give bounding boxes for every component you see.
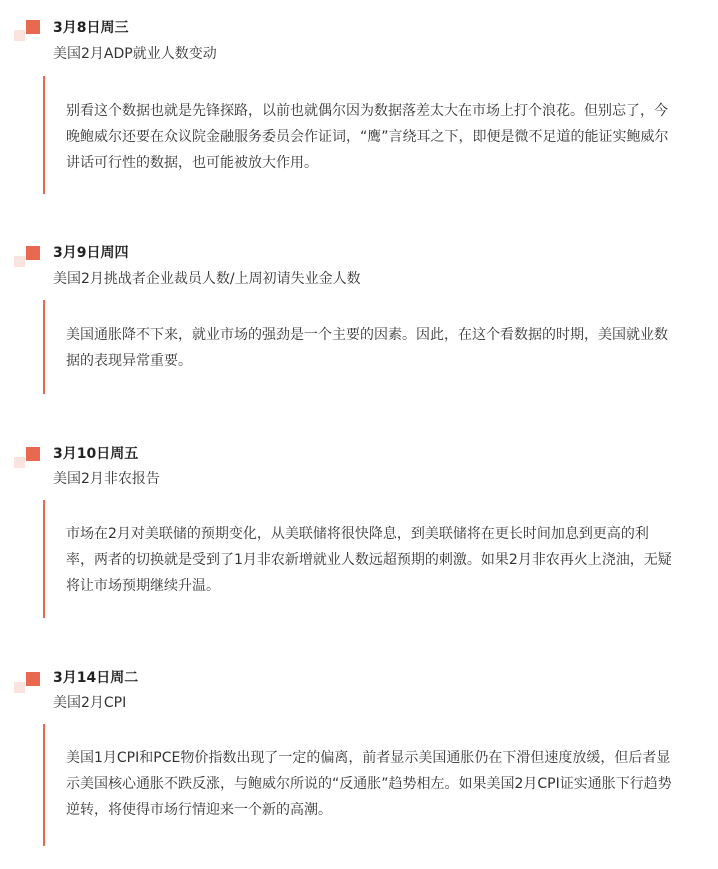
entry-date: 3月9日周四 xyxy=(53,245,129,261)
entry-date: 3月8日周三 xyxy=(53,20,129,36)
timeline-marker-icon xyxy=(14,246,40,272)
entry-date: 3月14日周二 xyxy=(53,670,139,686)
marker-square xyxy=(26,246,40,260)
entry-title: 美国2月非农报告 xyxy=(53,471,160,487)
marker-square xyxy=(26,672,40,686)
marker-square-faded xyxy=(14,682,25,693)
marker-square-faded xyxy=(14,457,25,468)
entry-title: 美国2月ADP就业人数变动 xyxy=(53,46,217,62)
entry-date: 3月10日周五 xyxy=(53,446,139,462)
timeline-marker-icon xyxy=(14,20,40,46)
entry-body: 美国1月CPI和PCE物价指数出现了一定的偏离，前者显示美国通胀仍在下滑但速度放缓，但后者显示美国核心通胀不跌反涨，与鲍威尔所说的“反通胀”趋势相左。如果美国2月CPI证实通胀下行趋势逆转，将使得市场行情迎来一个新的高潮。 xyxy=(66,750,672,818)
timeline-divider xyxy=(43,76,45,194)
entry-body: 市场在2月对美联储的预期变化，从美联储将很快降息，到美联储将在更长时间加息到更高的利率，两者的切换就是受到了1月非农新增就业人数远超预期的刺激。如果2月非农再火上浇油，无疑将让市场预期继续升温。 xyxy=(66,526,672,594)
timeline-divider xyxy=(43,724,45,846)
marker-square-faded xyxy=(14,30,25,41)
entry-title: 美国2月挑战者企业裁员人数/上周初请失业金人数 xyxy=(53,271,361,287)
entry-body: 别看这个数据也就是先锋探路，以前也就偶尔因为数据落差太大在市场上打个浪花。但别忘了，今晚鲍威尔还要在众议院金融服务委员会作证词，“鹰”言绕耳之下，即便是微不足道的能证实鲍威尔讲话可行性的数据，也可能被放大作用。 xyxy=(66,103,669,171)
entry-title: 美国2月CPI xyxy=(53,695,127,711)
marker-square-faded xyxy=(14,256,25,267)
timeline-marker-icon xyxy=(14,672,40,698)
entry-body: 美国通胀降不下来，就业市场的强劲是一个主要的因素。因此，在这个看数据的时期，美国就业数据的表现异常重要。 xyxy=(66,327,668,369)
marker-square xyxy=(26,447,40,461)
timeline-marker-icon xyxy=(14,447,40,473)
timeline-divider xyxy=(43,500,45,618)
timeline-divider xyxy=(43,300,45,394)
marker-square xyxy=(26,20,40,34)
